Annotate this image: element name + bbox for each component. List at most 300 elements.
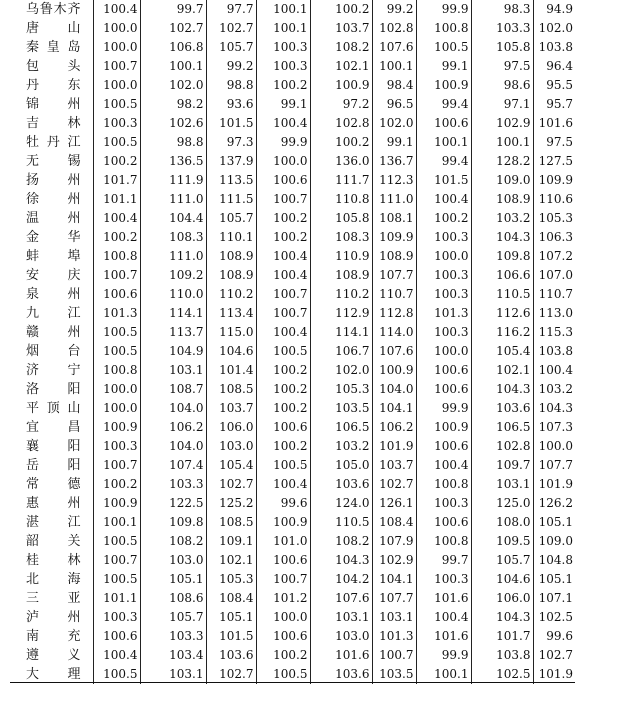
index-value-cell: 136.0 — [310, 152, 372, 171]
index-value-cell: 98.4 — [372, 76, 416, 95]
index-value-cell: 100.5 — [93, 532, 140, 551]
index-value-cell: 105.3 — [206, 570, 256, 589]
index-value-cell: 103.5 — [372, 665, 416, 684]
index-value-cell: 105.7 — [206, 38, 256, 57]
index-value-cell: 107.9 — [372, 532, 416, 551]
index-value-cell: 113.4 — [206, 304, 256, 323]
index-value-cell: 101.9 — [533, 665, 575, 684]
index-value-cell: 108.4 — [206, 589, 256, 608]
city-name: 温 州 — [26, 211, 81, 226]
index-value-cell: 100.4 — [416, 456, 471, 475]
index-value-cell: 102.7 — [206, 19, 256, 38]
index-value-cell: 97.5 — [471, 57, 533, 76]
index-value-cell: 110.6 — [533, 190, 575, 209]
index-value-cell: 103.5 — [310, 399, 372, 418]
city-name: 韶 关 — [26, 534, 81, 549]
index-value-cell: 101.5 — [416, 171, 471, 190]
index-value-cell: 107.6 — [310, 589, 372, 608]
index-value-cell: 107.7 — [372, 589, 416, 608]
index-value-cell: 100.6 — [416, 114, 471, 133]
table-row — [10, 627, 575, 646]
city-name: 牡丹江 — [26, 135, 81, 150]
table-row — [10, 209, 575, 228]
index-value-cell: 103.1 — [310, 608, 372, 627]
index-value-cell: 100.4 — [533, 361, 575, 380]
index-value-cell: 107.1 — [533, 589, 575, 608]
city-name: 乌鲁木齐 — [26, 2, 81, 17]
index-value-cell: 100.0 — [416, 247, 471, 266]
index-value-cell: 104.4 — [140, 209, 206, 228]
index-value-cell: 100.1 — [256, 19, 310, 38]
index-value-cell: 103.6 — [471, 399, 533, 418]
index-value-cell: 100.0 — [533, 437, 575, 456]
table-row — [10, 380, 575, 399]
index-value-cell: 100.2 — [256, 380, 310, 399]
index-value-cell: 100.6 — [93, 285, 140, 304]
index-value-cell: 98.3 — [471, 0, 533, 19]
index-value-cell: 102.7 — [372, 475, 416, 494]
index-value-cell: 100.8 — [416, 532, 471, 551]
index-value-cell: 100.5 — [256, 456, 310, 475]
index-value-cell: 97.2 — [310, 95, 372, 114]
table-row — [10, 323, 575, 342]
index-value-cell: 100.1 — [372, 57, 416, 76]
index-value-cell: 102.1 — [206, 551, 256, 570]
index-value-cell: 100.5 — [93, 570, 140, 589]
index-value-cell: 109.1 — [206, 532, 256, 551]
index-value-cell: 100.1 — [140, 57, 206, 76]
index-value-cell: 104.3 — [471, 380, 533, 399]
index-value-cell: 106.7 — [310, 342, 372, 361]
index-value-cell: 103.8 — [471, 646, 533, 665]
index-value-cell: 106.5 — [310, 418, 372, 437]
index-value-cell: 100.6 — [256, 551, 310, 570]
table-row — [10, 95, 575, 114]
index-value-cell: 100.3 — [416, 228, 471, 247]
index-value-cell: 113.0 — [533, 304, 575, 323]
table-row — [10, 475, 575, 494]
index-value-cell: 102.0 — [533, 19, 575, 38]
index-value-cell: 126.1 — [372, 494, 416, 513]
index-value-cell: 100.2 — [256, 209, 310, 228]
index-value-cell: 105.4 — [206, 456, 256, 475]
index-value-cell: 101.4 — [206, 361, 256, 380]
index-value-cell: 99.2 — [206, 57, 256, 76]
index-value-cell: 100.2 — [256, 228, 310, 247]
index-value-cell: 105.8 — [310, 209, 372, 228]
index-value-cell: 102.5 — [471, 665, 533, 684]
index-value-cell: 102.5 — [533, 608, 575, 627]
city-name: 包 头 — [26, 59, 81, 74]
index-value-cell: 105.7 — [206, 209, 256, 228]
index-value-cell: 106.5 — [471, 418, 533, 437]
index-value-cell: 112.9 — [310, 304, 372, 323]
index-value-cell: 100.2 — [310, 0, 372, 19]
city-name: 遵 义 — [26, 648, 81, 663]
index-value-cell: 108.9 — [206, 247, 256, 266]
index-value-cell: 100.6 — [93, 627, 140, 646]
index-value-cell: 102.7 — [206, 475, 256, 494]
index-value-cell: 124.0 — [310, 494, 372, 513]
index-value-cell: 125.2 — [206, 494, 256, 513]
table-row — [10, 228, 575, 247]
city-name: 锦 州 — [26, 97, 81, 112]
index-value-cell: 100.6 — [416, 437, 471, 456]
index-value-cell: 100.3 — [93, 437, 140, 456]
index-value-cell: 103.0 — [140, 551, 206, 570]
index-value-cell: 100.5 — [93, 133, 140, 152]
index-value-cell: 100.4 — [256, 323, 310, 342]
index-value-cell: 99.1 — [416, 57, 471, 76]
index-value-cell: 111.9 — [140, 171, 206, 190]
index-value-cell: 108.1 — [372, 209, 416, 228]
index-value-cell: 108.7 — [140, 380, 206, 399]
city-name: 岳 阳 — [26, 458, 81, 473]
index-value-cell: 105.8 — [471, 38, 533, 57]
index-value-cell: 103.6 — [206, 646, 256, 665]
index-value-cell: 102.0 — [140, 76, 206, 95]
index-value-cell: 100.2 — [416, 209, 471, 228]
table-row — [10, 399, 575, 418]
city-name: 常 德 — [26, 477, 81, 492]
index-value-cell: 104.1 — [372, 570, 416, 589]
table-row — [10, 171, 575, 190]
index-value-cell: 95.7 — [533, 95, 575, 114]
index-value-cell: 114.0 — [372, 323, 416, 342]
index-value-cell: 102.7 — [206, 665, 256, 684]
index-value-cell: 110.8 — [310, 190, 372, 209]
index-value-cell: 108.4 — [372, 513, 416, 532]
index-value-cell: 101.9 — [533, 475, 575, 494]
index-value-cell: 101.5 — [206, 627, 256, 646]
index-value-cell: 107.7 — [372, 266, 416, 285]
index-value-cell: 100.5 — [93, 323, 140, 342]
index-value-cell: 106.0 — [206, 418, 256, 437]
index-value-cell: 103.1 — [140, 361, 206, 380]
table-row — [10, 266, 575, 285]
index-value-cell: 100.6 — [256, 171, 310, 190]
index-value-cell: 100.3 — [416, 266, 471, 285]
index-value-cell: 103.3 — [140, 627, 206, 646]
index-value-cell: 101.3 — [372, 627, 416, 646]
index-value-cell: 100.0 — [93, 38, 140, 57]
index-value-cell: 109.2 — [140, 266, 206, 285]
index-value-cell: 93.6 — [206, 95, 256, 114]
index-value-cell: 104.3 — [471, 608, 533, 627]
index-value-cell: 112.3 — [372, 171, 416, 190]
index-value-cell: 94.9 — [533, 0, 575, 19]
table-row — [10, 247, 575, 266]
table-row — [10, 437, 575, 456]
index-value-cell: 100.2 — [93, 152, 140, 171]
index-value-cell: 100.4 — [256, 114, 310, 133]
index-value-cell: 100.0 — [93, 399, 140, 418]
index-value-cell: 109.9 — [372, 228, 416, 247]
index-value-cell: 103.2 — [471, 209, 533, 228]
index-value-cell: 104.9 — [140, 342, 206, 361]
index-value-cell: 110.5 — [471, 285, 533, 304]
index-value-cell: 100.1 — [416, 133, 471, 152]
index-value-cell: 100.3 — [93, 608, 140, 627]
index-value-cell: 110.5 — [310, 513, 372, 532]
table-row — [10, 494, 575, 513]
index-value-cell: 103.7 — [206, 399, 256, 418]
table-row — [10, 456, 575, 475]
index-value-cell: 109.5 — [471, 532, 533, 551]
index-value-cell: 100.6 — [416, 513, 471, 532]
index-value-cell: 100.4 — [256, 266, 310, 285]
index-value-cell: 110.7 — [533, 285, 575, 304]
index-value-cell: 109.0 — [471, 171, 533, 190]
index-value-cell: 105.1 — [140, 570, 206, 589]
index-value-cell: 100.3 — [256, 38, 310, 57]
index-value-cell: 100.2 — [256, 361, 310, 380]
index-value-cell: 100.7 — [372, 646, 416, 665]
table-row — [10, 76, 575, 95]
index-value-cell: 104.2 — [310, 570, 372, 589]
table-row — [10, 418, 575, 437]
index-value-cell: 100.2 — [310, 133, 372, 152]
index-value-cell: 102.7 — [533, 646, 575, 665]
index-value-cell: 99.6 — [533, 627, 575, 646]
city-name: 金 华 — [26, 230, 81, 245]
index-value-cell: 100.4 — [93, 646, 140, 665]
index-value-cell: 99.1 — [372, 133, 416, 152]
index-value-cell: 110.0 — [140, 285, 206, 304]
index-value-cell: 111.0 — [372, 190, 416, 209]
table-row — [10, 361, 575, 380]
index-value-cell: 101.6 — [533, 114, 575, 133]
index-value-cell: 112.6 — [471, 304, 533, 323]
index-value-cell: 102.9 — [372, 551, 416, 570]
index-value-cell: 106.8 — [140, 38, 206, 57]
index-value-cell: 104.1 — [372, 399, 416, 418]
table-row — [10, 646, 575, 665]
index-value-cell: 100.6 — [416, 380, 471, 399]
index-value-cell: 100.4 — [93, 209, 140, 228]
index-value-cell: 109.0 — [533, 532, 575, 551]
index-value-cell: 108.9 — [372, 247, 416, 266]
city-name: 丹 东 — [26, 78, 81, 93]
index-value-cell: 100.7 — [256, 570, 310, 589]
table-row — [10, 0, 575, 19]
index-value-cell: 106.3 — [533, 228, 575, 247]
index-value-cell: 100.2 — [93, 228, 140, 247]
index-value-cell: 100.9 — [93, 494, 140, 513]
index-value-cell: 137.9 — [206, 152, 256, 171]
index-value-cell: 103.1 — [372, 608, 416, 627]
index-value-cell: 111.5 — [206, 190, 256, 209]
index-value-cell: 107.4 — [140, 456, 206, 475]
index-value-cell: 101.0 — [256, 532, 310, 551]
index-value-cell: 100.0 — [256, 152, 310, 171]
index-value-cell: 115.3 — [533, 323, 575, 342]
index-value-cell: 100.9 — [416, 418, 471, 437]
index-value-cell: 100.4 — [416, 190, 471, 209]
index-value-cell: 96.5 — [372, 95, 416, 114]
index-value-cell: 101.1 — [93, 190, 140, 209]
index-value-cell: 108.6 — [140, 589, 206, 608]
index-value-cell: 103.6 — [310, 665, 372, 684]
index-value-cell: 100.7 — [93, 456, 140, 475]
index-value-cell: 104.0 — [140, 399, 206, 418]
index-value-cell: 112.8 — [372, 304, 416, 323]
city-name: 宜 昌 — [26, 420, 81, 435]
table-row — [10, 57, 575, 76]
index-value-cell: 100.1 — [416, 665, 471, 684]
index-value-cell: 102.6 — [140, 114, 206, 133]
city-name: 泉 州 — [26, 287, 81, 302]
index-value-cell: 100.7 — [93, 266, 140, 285]
index-value-cell: 100.7 — [256, 190, 310, 209]
index-value-cell: 108.2 — [310, 38, 372, 57]
index-value-cell: 102.8 — [471, 437, 533, 456]
index-value-cell: 136.5 — [140, 152, 206, 171]
index-value-cell: 122.5 — [140, 494, 206, 513]
index-value-cell: 99.9 — [416, 0, 471, 19]
index-value-cell: 100.1 — [471, 133, 533, 152]
index-value-cell: 100.5 — [416, 38, 471, 57]
index-value-cell: 102.8 — [310, 114, 372, 133]
price-index-table — [10, 0, 575, 684]
index-value-cell: 101.7 — [471, 627, 533, 646]
index-value-cell: 101.6 — [416, 627, 471, 646]
index-value-cell: 102.8 — [372, 19, 416, 38]
index-value-cell: 102.7 — [140, 19, 206, 38]
city-name: 南 充 — [26, 629, 81, 644]
index-value-cell: 97.3 — [206, 133, 256, 152]
index-value-cell: 103.3 — [140, 475, 206, 494]
index-value-cell: 110.7 — [372, 285, 416, 304]
index-value-cell: 100.3 — [416, 323, 471, 342]
index-value-cell: 127.5 — [533, 152, 575, 171]
index-value-cell: 105.7 — [471, 551, 533, 570]
index-value-cell: 100.2 — [256, 399, 310, 418]
city-name: 洛 阳 — [26, 382, 81, 397]
index-value-cell: 100.3 — [416, 570, 471, 589]
index-value-cell: 96.4 — [533, 57, 575, 76]
table-row — [10, 152, 575, 171]
index-value-cell: 108.5 — [206, 380, 256, 399]
city-name: 无 锡 — [26, 154, 81, 169]
index-value-cell: 102.0 — [372, 114, 416, 133]
index-value-cell: 104.0 — [372, 380, 416, 399]
index-value-cell: 105.3 — [310, 380, 372, 399]
index-value-cell: 107.6 — [372, 342, 416, 361]
index-value-cell: 100.4 — [256, 475, 310, 494]
index-value-cell: 104.0 — [140, 437, 206, 456]
index-value-cell: 108.0 — [471, 513, 533, 532]
table-row — [10, 342, 575, 361]
index-value-cell: 114.1 — [310, 323, 372, 342]
index-value-cell: 101.1 — [93, 589, 140, 608]
index-value-cell: 99.6 — [256, 494, 310, 513]
index-value-cell: 109.9 — [533, 171, 575, 190]
index-value-cell: 114.1 — [140, 304, 206, 323]
bottom-rule — [10, 682, 575, 683]
index-value-cell: 103.6 — [310, 475, 372, 494]
city-name: 泸 州 — [26, 610, 81, 625]
index-value-cell: 103.7 — [372, 456, 416, 475]
index-value-cell: 106.2 — [372, 418, 416, 437]
table-row — [10, 285, 575, 304]
index-value-cell: 100.8 — [416, 475, 471, 494]
table-row — [10, 38, 575, 57]
index-value-cell: 103.8 — [533, 38, 575, 57]
index-value-cell: 115.0 — [206, 323, 256, 342]
index-value-cell: 104.6 — [206, 342, 256, 361]
index-value-cell: 103.8 — [533, 342, 575, 361]
index-value-cell: 100.9 — [310, 76, 372, 95]
index-value-cell: 100.1 — [256, 0, 310, 19]
index-value-cell: 136.7 — [372, 152, 416, 171]
index-value-cell: 100.5 — [93, 665, 140, 684]
index-value-cell: 100.0 — [93, 380, 140, 399]
index-value-cell: 103.3 — [471, 19, 533, 38]
index-value-cell: 101.9 — [372, 437, 416, 456]
table-row — [10, 570, 575, 589]
index-value-cell: 98.8 — [206, 76, 256, 95]
index-value-cell: 100.3 — [93, 114, 140, 133]
index-value-cell: 111.0 — [140, 190, 206, 209]
city-name: 九 江 — [26, 306, 81, 321]
city-name: 烟 台 — [26, 344, 81, 359]
index-value-cell: 113.7 — [140, 323, 206, 342]
index-value-cell: 100.8 — [416, 19, 471, 38]
index-value-cell: 100.6 — [256, 627, 310, 646]
index-value-cell: 109.8 — [471, 247, 533, 266]
index-value-cell: 105.1 — [206, 608, 256, 627]
index-value-cell: 99.1 — [256, 95, 310, 114]
index-value-cell: 108.3 — [310, 228, 372, 247]
table-row — [10, 551, 575, 570]
index-value-cell: 104.3 — [533, 399, 575, 418]
index-value-cell: 100.4 — [416, 608, 471, 627]
index-value-cell: 103.1 — [140, 665, 206, 684]
index-value-cell: 99.9 — [416, 646, 471, 665]
index-value-cell: 111.0 — [140, 247, 206, 266]
city-name: 安 庆 — [26, 268, 81, 283]
index-value-cell: 99.4 — [416, 95, 471, 114]
city-name: 桂 林 — [26, 553, 81, 568]
index-value-cell: 100.5 — [256, 665, 310, 684]
index-value-cell: 100.6 — [256, 418, 310, 437]
index-value-cell: 100.0 — [93, 19, 140, 38]
city-name: 北 海 — [26, 572, 81, 587]
index-value-cell: 110.1 — [206, 228, 256, 247]
table-row — [10, 513, 575, 532]
index-value-cell: 100.9 — [372, 361, 416, 380]
city-name: 赣 州 — [26, 325, 81, 340]
index-value-cell: 101.6 — [416, 589, 471, 608]
index-value-cell: 100.5 — [93, 95, 140, 114]
index-value-cell: 100.5 — [256, 342, 310, 361]
index-value-cell: 100.3 — [256, 57, 310, 76]
index-value-cell: 100.7 — [256, 285, 310, 304]
index-value-cell: 100.2 — [93, 475, 140, 494]
index-value-cell: 105.4 — [471, 342, 533, 361]
index-value-cell: 109.8 — [140, 513, 206, 532]
table-row — [10, 114, 575, 133]
index-value-cell: 108.9 — [310, 266, 372, 285]
table-row — [10, 589, 575, 608]
index-value-cell: 106.2 — [140, 418, 206, 437]
city-name: 扬 州 — [26, 173, 81, 188]
table-body — [10, 0, 575, 684]
index-value-cell: 106.6 — [471, 266, 533, 285]
index-value-cell: 104.8 — [533, 551, 575, 570]
index-value-cell: 100.0 — [93, 76, 140, 95]
